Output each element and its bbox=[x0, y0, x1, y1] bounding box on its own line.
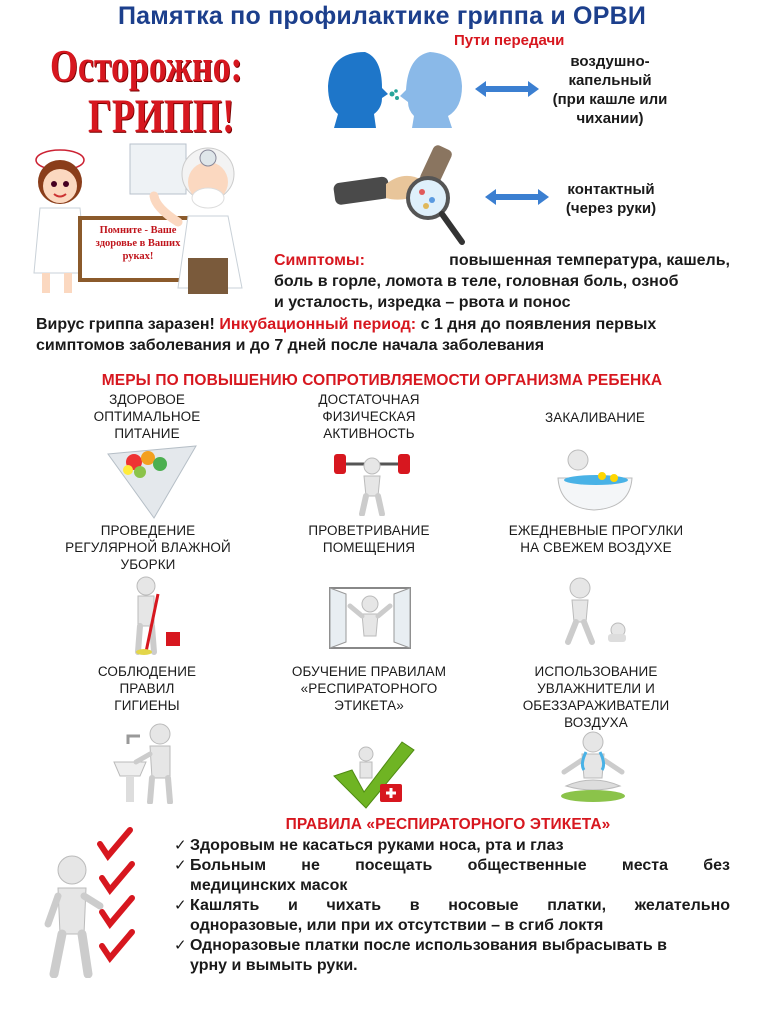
checkmark-icon: ✓ bbox=[174, 857, 187, 874]
incubation-line-1: с 1 дня до появления первых bbox=[420, 316, 657, 333]
etiquette-rule: ✓ Больным не посещать общественные места без bbox=[174, 857, 730, 874]
meditation-icon bbox=[556, 730, 630, 804]
bathtub-icon bbox=[554, 446, 636, 516]
airborne-label: воздушно- капельный (при кашле или чихании) bbox=[552, 53, 668, 127]
etiquette-rule: ✓ Одноразовые платки после использования выбрасывать в bbox=[174, 937, 667, 954]
symptoms-line-2: боль в горле, ломота в теле, головная боль, озноб bbox=[274, 273, 679, 290]
etiquette-rule: ✓ Здоровым не касаться руками носа, рта и глаз bbox=[174, 837, 564, 854]
measure-humidifier-label: ИСПОЛЬЗОВАНИЕ УВЛАЖНИТЕЛИ И ОБЕЗЗАРАЖИВАТЕЛИ ВОЗДУХА bbox=[522, 664, 670, 730]
etiquette-rule-continued: урну и вымыть руки. bbox=[190, 957, 358, 974]
etiquette-rule-continued: медицинских масок bbox=[190, 877, 348, 894]
reminder-sign: Помните - Ваше здоровье в Ваших руках! bbox=[95, 225, 181, 262]
incubation-block bbox=[36, 314, 736, 356]
symptoms-line-3: и усталость, изредка – рвота и понос bbox=[274, 294, 571, 311]
measure-etiquette-label: ОБУЧЕНИЕ ПРАВИЛАМ «РЕСПИРАТОРНОГО ЭТИКЕТА» bbox=[291, 664, 447, 713]
airborne-arrow-icon bbox=[474, 80, 540, 98]
measure-hygiene-label: СОБЛЮДЕНИЕ ПРАВИЛ ГИГИЕНЫ bbox=[97, 664, 197, 713]
nurse-doctor-illustration bbox=[28, 138, 258, 303]
incubation-line-2: симптомов заболевания и до 7 дней после начала заболевания bbox=[36, 337, 545, 354]
nutrition-icon bbox=[104, 444, 200, 520]
barbell-icon bbox=[332, 450, 412, 516]
handwash-icon bbox=[110, 722, 180, 804]
mop-icon bbox=[124, 576, 184, 656]
measure-nutrition-label: ЗДОРОВОЕ ОПТИМАЛЬНОЕ ПИТАНИЕ bbox=[93, 392, 201, 441]
checklist-figure-icon bbox=[36, 826, 146, 978]
etiquette-rule: ✓ Кашлять и чихать в носовые платки, желательно bbox=[174, 897, 730, 914]
contact-label: контактный (через руки) bbox=[565, 181, 657, 217]
window-icon bbox=[326, 584, 414, 652]
symptoms-line-1: повышенная температура, кашель, bbox=[449, 252, 730, 269]
measure-ventilation-label: ПРОВЕТРИВАНИЕ ПОМЕЩЕНИЯ bbox=[308, 523, 430, 555]
page-title: Памятка по профилактике гриппа и ОРВИ bbox=[118, 2, 646, 30]
walk-icon bbox=[560, 576, 634, 646]
etiquette-title: ПРАВИЛА «РЕСПИРАТОРНОГО ЭТИКЕТА» bbox=[285, 816, 611, 833]
transmission-title: Пути передачи bbox=[454, 32, 565, 49]
incubation-label: Инкубационный период: bbox=[219, 316, 417, 333]
handshake-magnifier-icon bbox=[330, 140, 470, 250]
checkmark-icon: ✓ bbox=[174, 937, 187, 954]
airborne-heads-icon bbox=[320, 48, 470, 130]
measures-title: МЕРЫ ПО ПОВЫШЕНИЮ СОПРОТИВЛЯЕМОСТИ ОРГАНИЗМА РЕБЕНКА bbox=[101, 372, 663, 389]
incubation-prefix: Вирус гриппа заразен! bbox=[36, 316, 215, 333]
etiquette-rules-list bbox=[174, 836, 730, 976]
checkmark-icon: ✓ bbox=[174, 897, 187, 914]
measure-activity-label: ДОСТАТОЧНАЯ ФИЗИЧЕСКАЯ АКТИВНОСТЬ bbox=[318, 392, 420, 441]
etiquette-rule-continued: одноразовые, или при их отсутствии – в сгиб локтя bbox=[190, 917, 604, 934]
measure-walks-label: ЕЖЕДНЕВНЫЕ ПРОГУЛКИ НА СВЕЖЕМ ВОЗДУХЕ bbox=[508, 523, 684, 555]
symptoms-block bbox=[274, 250, 730, 313]
checkmark-icon: ✓ bbox=[174, 837, 187, 854]
contact-arrow-icon bbox=[484, 188, 550, 206]
warning-line-2: ГРИПП! bbox=[88, 90, 235, 143]
measure-hardening-label: ЗАКАЛИВАНИЕ bbox=[544, 410, 645, 425]
warning-line-1: Осторожно: bbox=[50, 40, 243, 91]
checkmark-firstaid-icon bbox=[330, 740, 416, 810]
measure-cleaning-label: ПРОВЕДЕНИЕ РЕГУЛЯРНОЙ ВЛАЖНОЙ УБОРКИ bbox=[65, 523, 231, 572]
symptoms-label: Симптомы: bbox=[274, 252, 365, 269]
